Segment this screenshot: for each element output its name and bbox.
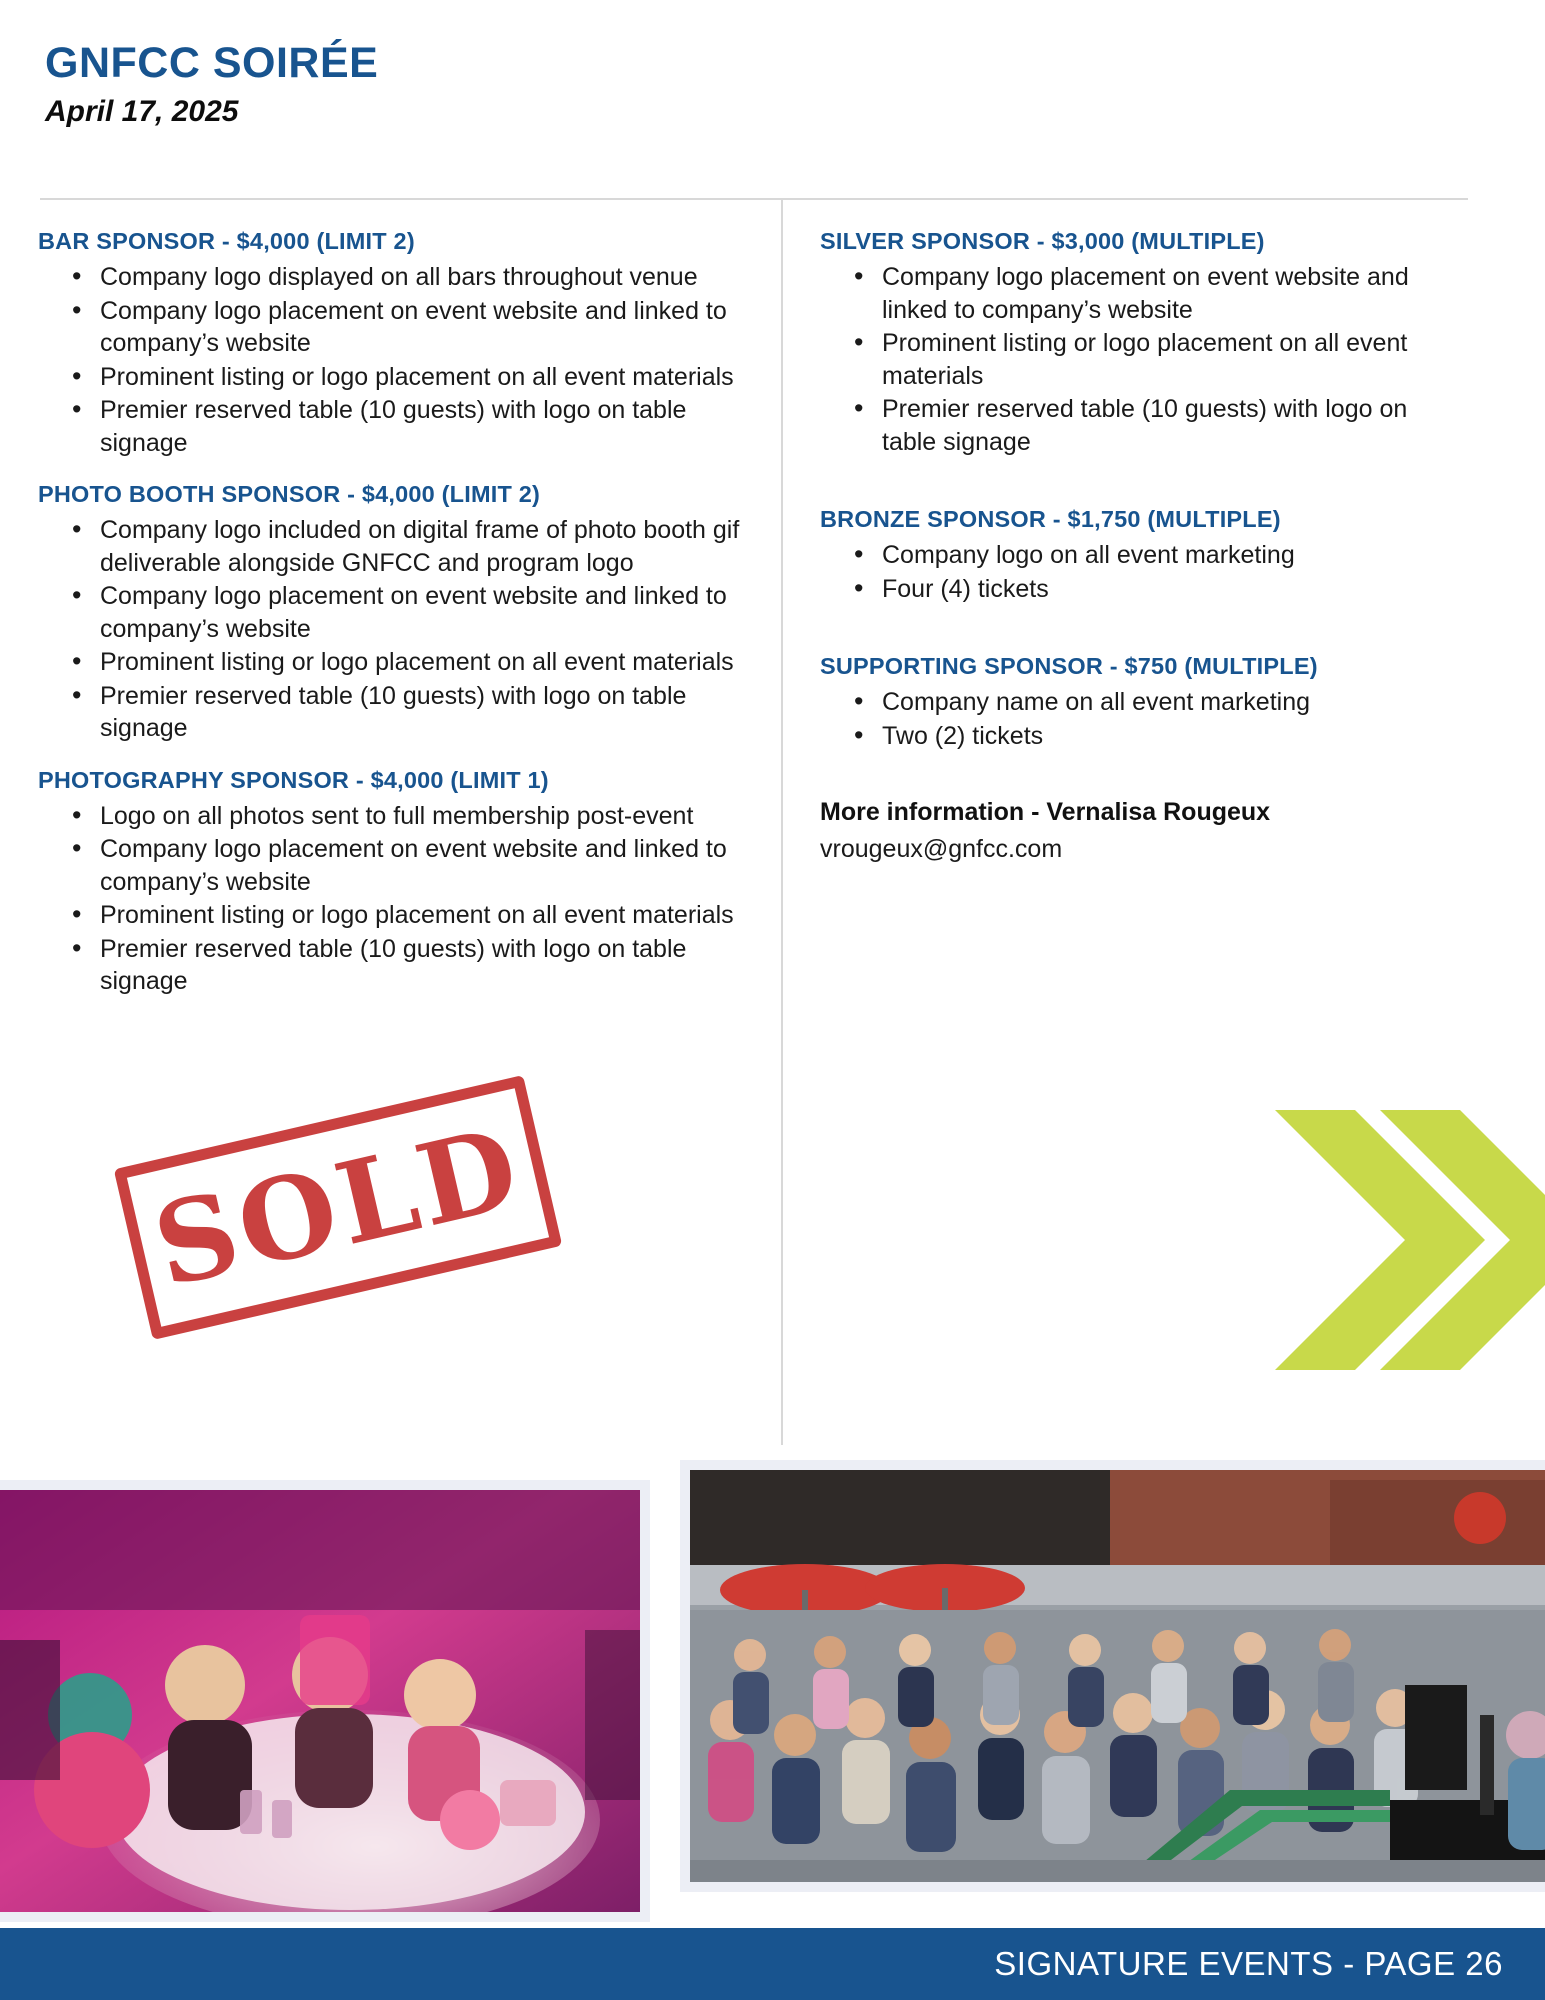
contact-email[interactable]: vrougeux@gnfcc.com bbox=[820, 835, 1063, 863]
list-item: • Prominent listing or logo placement on all event materials bbox=[64, 361, 758, 394]
tier-benefits-list bbox=[38, 514, 758, 745]
tier-title: PHOTO BOOTH SPONSOR - $4,000 (LIMIT 2) bbox=[38, 481, 541, 507]
page-header bbox=[45, 40, 1465, 128]
soiree-table-guests-photo bbox=[0, 1480, 650, 1922]
list-item: • Four (4) tickets bbox=[846, 573, 1468, 606]
list-item: • Premier reserved table (10 guests) with logo on table signage bbox=[64, 680, 758, 745]
column-divider bbox=[781, 200, 783, 1445]
tier-title: BAR SPONSOR - $4,000 (LIMIT 2) bbox=[38, 228, 415, 254]
tier-benefits-list bbox=[820, 539, 1468, 605]
list-item: • Company name on all event marketing bbox=[846, 686, 1468, 719]
left-column bbox=[38, 228, 758, 1020]
contact-heading: More information - Vernalisa Rougeux bbox=[820, 798, 1271, 826]
list-item: • Company logo displayed on all bars throughout venue bbox=[64, 261, 758, 294]
tier-title: SUPPORTING SPONSOR - $750 (MULTIPLE) bbox=[820, 653, 1318, 679]
list-item: • Prominent listing or logo placement on all event materials bbox=[64, 899, 758, 932]
stamp-frame bbox=[114, 1075, 563, 1340]
page-footer bbox=[0, 1928, 1545, 2000]
sponsor-tier bbox=[38, 228, 758, 459]
page-title: GNFCC SOIRÉE bbox=[45, 39, 379, 87]
right-column bbox=[820, 228, 1468, 864]
tier-benefits-list bbox=[820, 686, 1468, 752]
list-item: • Company logo placement on event website and linked to company’s website bbox=[64, 580, 758, 645]
list-item: • Company logo included on digital frame of photo booth gif deliverable alongside GNFCC and program logo bbox=[64, 514, 758, 579]
list-item: • Logo on all photos sent to full membership post-event bbox=[64, 800, 758, 833]
stamp-label: SOLD bbox=[142, 1102, 534, 1313]
list-item: • Company logo placement on event website and linked to company’s website bbox=[64, 833, 758, 898]
chevron-graphic bbox=[1265, 1110, 1545, 1460]
sponsor-tier bbox=[820, 653, 1468, 752]
list-item: • Premier reserved table (10 guests) with logo on table signage bbox=[846, 393, 1468, 458]
list-item: • Premier reserved table (10 guests) with logo on table signage bbox=[64, 933, 758, 998]
tier-title: SILVER SPONSOR - $3,000 (MULTIPLE) bbox=[820, 228, 1265, 254]
sponsor-tier bbox=[38, 481, 758, 745]
tier-title: PHOTOGRAPHY SPONSOR - $4,000 (LIMIT 1) bbox=[38, 766, 549, 793]
tier-benefits-list bbox=[820, 261, 1468, 458]
contact-block bbox=[820, 798, 1468, 864]
sponsor-tier bbox=[820, 506, 1468, 605]
tier-title: BRONZE SPONSOR - $1,750 (MULTIPLE) bbox=[820, 506, 1281, 532]
list-item: • Prominent listing or logo placement on all event materials bbox=[846, 327, 1468, 392]
list-item: • Company logo placement on event website and linked to company’s website bbox=[846, 261, 1468, 326]
header-divider bbox=[40, 198, 1468, 200]
soiree-crowd-outdoor-photo bbox=[680, 1460, 1545, 1892]
list-item: • Premier reserved table (10 guests) with logo on table signage bbox=[64, 394, 758, 459]
footer-label: SIGNATURE EVENTS - PAGE 26 bbox=[994, 1945, 1503, 1982]
sponsor-tier bbox=[820, 228, 1468, 458]
sold-stamp bbox=[114, 1075, 563, 1340]
list-item: • Prominent listing or logo placement on all event materials bbox=[64, 646, 758, 679]
event-date: April 17, 2025 bbox=[45, 95, 239, 129]
list-item: • Company logo on all event marketing bbox=[846, 539, 1468, 572]
sponsor-tier bbox=[38, 767, 758, 998]
tier-benefits-list bbox=[38, 800, 758, 998]
list-item: • Two (2) tickets bbox=[846, 720, 1468, 753]
tier-benefits-list bbox=[38, 261, 758, 459]
list-item: • Company logo placement on event website and linked to company’s website bbox=[64, 295, 758, 360]
